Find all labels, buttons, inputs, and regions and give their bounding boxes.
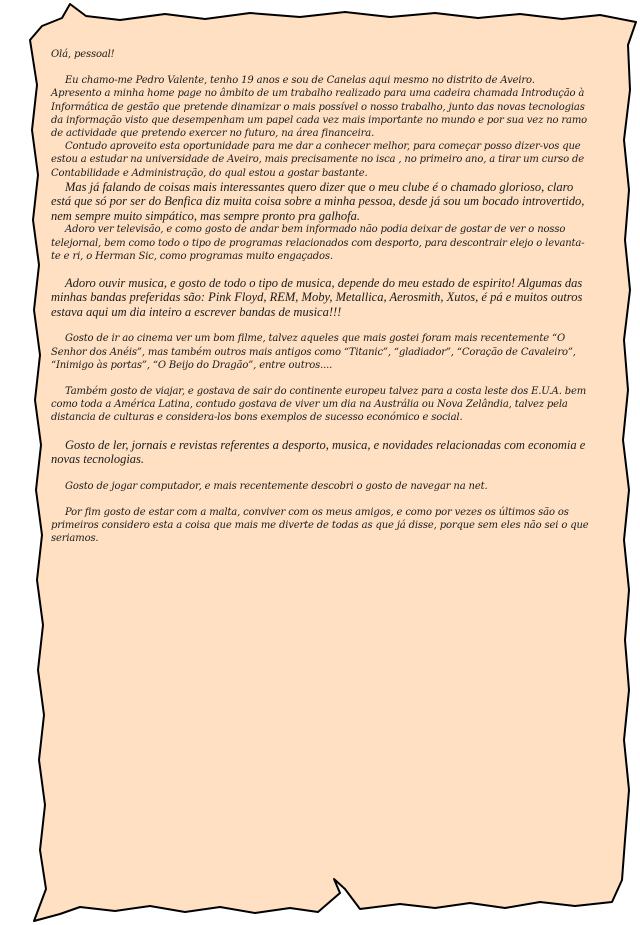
paragraph-homepage: Apresento a minha home page no âmbito de um trabalho realizado para uma cadeira chamada Introdução à Informática de gestão que pretende dinamizar o mais possível o nosso trabalho, junto das novas tecnologias da informação visto que desempenham um papel cada vez mais importante no mundo e por sua vez no ramo de actividade que pretendo exercer no futuro, na área financeira. xyxy=(51,88,588,140)
paragraph-intro: Eu chamo-me Pedro Valente, tenho 19 anos e sou de Canelas aqui mesmo no distrito de Aveiro. xyxy=(65,75,535,87)
paragraph-travel: Também gosto de viajar, e gostava de sair do continente europeu talvez para a costa leste dos E.U.A. bem como toda a América Latina, contudo gostava de viver um dia na Austrália ou Nova Zelândia, talvez pela distancia de culturas e considera-los bons exemplos de sucesso económico e social. xyxy=(51,386,587,424)
paragraph-television: Adoro ver televisão, e como gosto de andar bem informado não podia deixar de gostar de ver o nosso telejornal, bem como todo o tipo de programas relacionados com desporto, para descontrair elejo o levanta-te e ri, o Herman Sic, como programas muito engaçados. xyxy=(51,224,585,262)
paragraph-club: Mas já falando de coisas mais interessantes quero dizer que o meu clube é o chamado glorioso, claro está que só por ser do Benfica diz muita coisa sobre a minha pessoa, desde já sou um bocado introvertido, nem sempre muito simpático, mas sempre pronto pra galhofa. xyxy=(51,179,585,223)
paragraph-reading: Gosto de ler, jornais e revistas referentes a desporto, musica, e novidades relacionadas com economia e novas tecnologias. xyxy=(51,437,586,467)
paragraph-friends: Por fim gosto de estar com a malta, conviver com os meus amigos, e como por vezes os últimos são os primeiros considero esta a coisa que mais me diverte de todas as que já disse, porque sem eles não sei o que seriamos. xyxy=(51,506,589,545)
paragraph-music: Adoro ouvir musica, e gosto de todo o tipo de musica, depende do meu estado de espirito! Algumas das minhas bandas preferidas são: Pink Floyd, REM, Moby, Metallica, Aerosmith, Xutos, é pá e muitos outros estava aqui um dia inteiro a escrever bandas de musica!!! xyxy=(51,275,583,319)
letter-body xyxy=(51,48,591,545)
paragraph-computer: Gosto de jogar computador, e mais recentemente descobri o gosto de navegar na net. xyxy=(65,480,488,492)
paragraph-studies: Contudo aproveito esta oportunidade para me dar a conhecer melhor, para começar posso dizer-vos que estou a estudar na universidade de Aveiro, mais precisamente no isca , no primeiro ano, a tirar um curso de Contabilidade e Administração, do qual estou a gostar bastante. xyxy=(51,141,585,179)
paragraph-cinema: Gosto de ir ao cinema ver um bom filme, talvez aqueles que mais gostei foram mais recentemente “O Senhor dos Anéis”, mas também outros mais antigos como “Titanic”, “gladiador”, “Coração de Cavaleiro”, “Inimigo às portas”, “O Beijo do Dragão”, entre outros.... xyxy=(51,333,576,371)
greeting: Olá, pessoal! xyxy=(51,49,115,60)
